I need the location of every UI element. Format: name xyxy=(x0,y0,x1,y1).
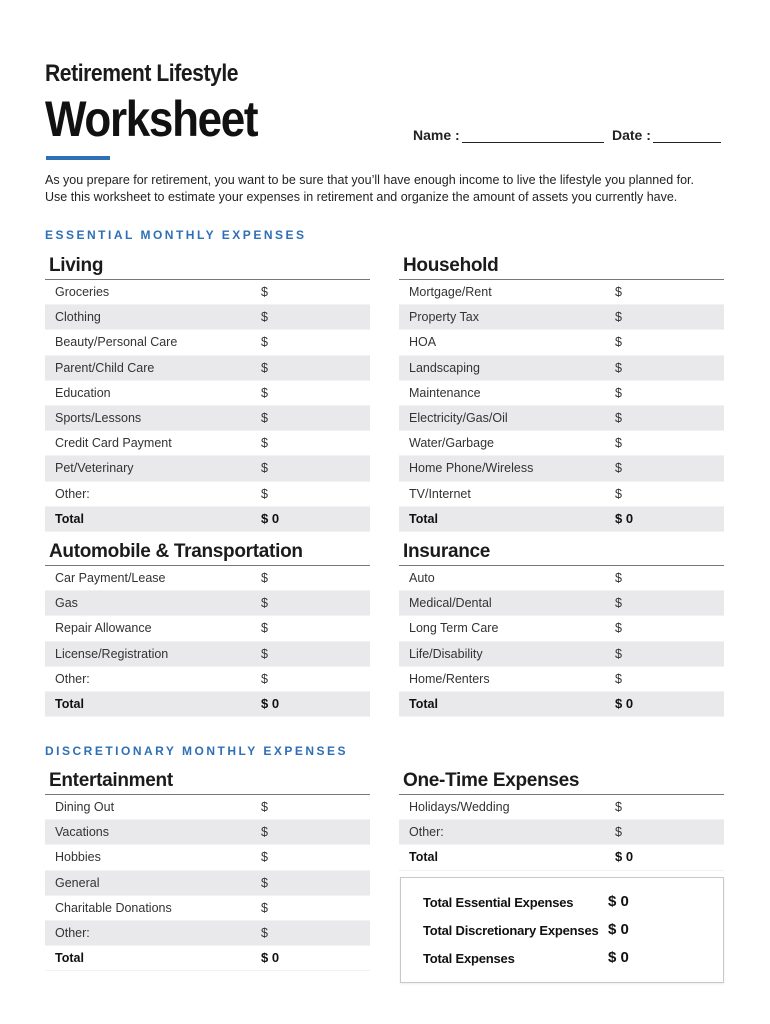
intro-text xyxy=(45,172,735,206)
dollar-sign: $ xyxy=(615,335,622,350)
dollar-sign: $ xyxy=(615,410,622,425)
expense-row[interactable] xyxy=(45,667,370,692)
expense-label: Medical/Dental xyxy=(409,596,492,611)
expense-row[interactable] xyxy=(399,667,724,692)
dollar-sign: $ xyxy=(261,925,268,940)
expense-row[interactable] xyxy=(45,896,370,921)
summary-essential-value: $ 0 xyxy=(608,893,629,910)
total-value: $ 0 xyxy=(615,695,634,711)
discretionary-section-heading: DISCRETIONARY MONTHLY EXPENSES xyxy=(45,744,349,758)
automobile-title: Automobile & Transportation xyxy=(45,539,370,566)
expense-label: Landscaping xyxy=(409,360,480,375)
expense-label: HOA xyxy=(409,335,437,350)
insurance-title: Insurance xyxy=(399,539,724,566)
expense-row[interactable] xyxy=(45,616,370,641)
title-accent-bar xyxy=(46,156,110,160)
dollar-sign: $ xyxy=(615,285,622,299)
expense-row[interactable] xyxy=(45,330,370,355)
expense-row[interactable] xyxy=(399,381,724,406)
dollar-sign: $ xyxy=(615,436,622,451)
dollar-sign: $ xyxy=(261,850,268,865)
household-title: Household xyxy=(399,253,724,280)
intro-line-1: As you prepare for retirement, you want to be sure that you’ll have enough income to live the lifestyle you planned for. xyxy=(45,173,694,187)
dollar-sign: $ xyxy=(261,621,268,636)
total-value: $ 0 xyxy=(261,510,280,526)
expense-row[interactable] xyxy=(399,642,724,667)
summary-discretionary-value: $ 0 xyxy=(608,921,629,938)
expense-row[interactable] xyxy=(45,820,370,845)
expense-label: Vacations xyxy=(55,825,109,840)
expense-row[interactable] xyxy=(45,456,370,481)
total-label: Total xyxy=(55,951,84,966)
dollar-sign: $ xyxy=(261,825,268,840)
expense-row[interactable] xyxy=(45,845,370,870)
expense-row[interactable] xyxy=(399,330,724,355)
dollar-sign: $ xyxy=(615,596,622,611)
expense-label: Repair Allowance xyxy=(55,621,152,636)
total-value: $ 0 xyxy=(615,510,634,526)
total-value: $ 0 xyxy=(615,849,634,865)
expense-label: Maintenance xyxy=(409,385,481,400)
dollar-sign: $ xyxy=(615,486,622,501)
dollar-sign: $ xyxy=(261,410,268,425)
total-label: Total xyxy=(55,696,84,711)
expense-row[interactable] xyxy=(45,566,370,591)
entertainment-title: Entertainment xyxy=(45,768,370,795)
expense-label: Charitable Donations xyxy=(55,900,172,915)
expense-row[interactable] xyxy=(45,406,370,431)
dollar-sign: $ xyxy=(261,671,268,686)
expense-row[interactable] xyxy=(45,280,370,305)
expense-row[interactable] xyxy=(45,921,370,946)
insurance-group xyxy=(399,539,724,717)
automobile-group xyxy=(45,539,370,717)
dollar-sign: $ xyxy=(261,436,268,451)
name-label: Name : xyxy=(413,127,460,143)
expense-label: Long Term Care xyxy=(409,621,499,636)
expense-row[interactable] xyxy=(399,280,724,305)
total-row xyxy=(45,946,370,971)
dollar-sign: $ xyxy=(261,461,268,476)
expense-row[interactable] xyxy=(45,431,370,456)
total-label: Total xyxy=(409,696,438,711)
dollar-sign: $ xyxy=(615,310,622,325)
expense-label: Home/Renters xyxy=(409,671,490,686)
expense-label: Auto xyxy=(409,571,435,585)
expense-row[interactable] xyxy=(399,406,724,431)
dollar-sign: $ xyxy=(261,486,268,501)
summary-total-value: $ 0 xyxy=(608,949,629,966)
living-group xyxy=(45,253,370,532)
onetime-group xyxy=(399,768,724,871)
date-label: Date : xyxy=(612,127,651,143)
intro-line-2: Use this worksheet to estimate your expenses in retirement and organize the amount of assets you currently have. xyxy=(45,190,678,204)
essential-section-heading: ESSENTIAL MONTHLY EXPENSES xyxy=(45,228,307,242)
dollar-sign: $ xyxy=(261,646,268,661)
expense-label: Pet/Veterinary xyxy=(55,461,134,476)
date-field[interactable] xyxy=(612,127,721,143)
dollar-sign: $ xyxy=(261,596,268,611)
dollar-sign: $ xyxy=(615,825,622,840)
expense-row[interactable] xyxy=(45,356,370,381)
total-row xyxy=(45,692,370,717)
expense-row[interactable] xyxy=(45,381,370,406)
dollar-sign: $ xyxy=(261,360,268,375)
dollar-sign: $ xyxy=(615,646,622,661)
total-label: Total xyxy=(409,850,438,865)
total-label: Total xyxy=(55,511,84,526)
expense-label: Property Tax xyxy=(409,310,479,325)
expense-label: Water/Garbage xyxy=(409,436,494,451)
summary-discretionary-label: Total Discretionary Expenses xyxy=(423,923,599,938)
total-value: $ 0 xyxy=(261,950,280,966)
expense-row[interactable] xyxy=(399,456,724,481)
expense-row[interactable] xyxy=(399,482,724,507)
expense-label: Other: xyxy=(55,671,90,686)
expense-label: Clothing xyxy=(55,310,101,325)
expense-label: Life/Disability xyxy=(409,646,483,661)
expense-label: Other: xyxy=(55,486,90,501)
expense-row[interactable] xyxy=(45,642,370,667)
expense-label: Beauty/Personal Care xyxy=(55,335,178,350)
summary-essential-label: Total Essential Expenses xyxy=(423,895,574,910)
expense-row[interactable] xyxy=(45,591,370,616)
expense-row[interactable] xyxy=(399,616,724,641)
expense-label: Home Phone/Wireless xyxy=(409,461,534,476)
total-row xyxy=(399,507,724,532)
expense-row[interactable] xyxy=(45,795,370,820)
dollar-sign: $ xyxy=(261,875,268,890)
total-row xyxy=(399,692,724,717)
dollar-sign: $ xyxy=(615,800,622,814)
expense-row[interactable] xyxy=(399,566,724,591)
expense-label: Hobbies xyxy=(55,850,101,865)
dollar-sign: $ xyxy=(261,900,268,915)
date-input-line[interactable] xyxy=(653,128,721,143)
total-label: Total xyxy=(409,511,438,526)
total-row xyxy=(399,845,724,870)
dollar-sign: $ xyxy=(615,621,622,636)
expense-label: Parent/Child Care xyxy=(55,360,155,375)
expense-label: Education xyxy=(55,385,111,400)
dollar-sign: $ xyxy=(261,800,268,814)
expense-row[interactable] xyxy=(45,871,370,896)
expense-label: Sports/Lessons xyxy=(55,410,142,425)
name-field[interactable] xyxy=(413,127,604,143)
expense-row[interactable] xyxy=(399,795,724,820)
dollar-sign: $ xyxy=(615,571,622,585)
expense-label: License/Registration xyxy=(55,646,169,661)
expense-label: Gas xyxy=(55,596,78,611)
expense-label: Other: xyxy=(55,925,90,940)
total-row xyxy=(45,507,370,532)
worksheet-title: Worksheet xyxy=(45,91,258,147)
dollar-sign: $ xyxy=(261,385,268,400)
expense-label: Dining Out xyxy=(55,800,115,814)
expense-label: Credit Card Payment xyxy=(55,436,172,451)
dollar-sign: $ xyxy=(615,360,622,375)
expense-row[interactable] xyxy=(399,356,724,381)
expense-summary-box xyxy=(400,877,724,983)
expense-label: Groceries xyxy=(55,285,110,299)
expense-label: Holidays/Wedding xyxy=(409,800,510,814)
expense-label: Car Payment/Lease xyxy=(55,571,166,585)
dollar-sign: $ xyxy=(261,285,268,299)
dollar-sign: $ xyxy=(261,335,268,350)
dollar-sign: $ xyxy=(261,571,268,585)
expense-label: General xyxy=(55,875,100,890)
dollar-sign: $ xyxy=(615,461,622,476)
dollar-sign: $ xyxy=(261,310,268,325)
expense-row[interactable] xyxy=(399,431,724,456)
expense-row[interactable] xyxy=(45,305,370,330)
living-title: Living xyxy=(45,253,370,280)
expense-row[interactable] xyxy=(45,482,370,507)
worksheet-subtitle: Retirement Lifestyle xyxy=(45,60,239,87)
onetime-title: One-Time Expenses xyxy=(399,768,724,795)
summary-total-label: Total Expenses xyxy=(423,951,515,966)
dollar-sign: $ xyxy=(615,671,622,686)
dollar-sign: $ xyxy=(615,385,622,400)
expense-label: Other: xyxy=(409,825,444,840)
expense-label: Electricity/Gas/Oil xyxy=(409,410,508,425)
expense-row[interactable] xyxy=(399,820,724,845)
household-group xyxy=(399,253,724,532)
name-input-line[interactable] xyxy=(462,128,604,143)
expense-row[interactable] xyxy=(399,305,724,330)
total-value: $ 0 xyxy=(261,695,280,711)
expense-label: Mortgage/Rent xyxy=(409,285,492,299)
expense-row[interactable] xyxy=(399,591,724,616)
expense-label: TV/Internet xyxy=(409,486,471,501)
entertainment-group xyxy=(45,768,370,971)
